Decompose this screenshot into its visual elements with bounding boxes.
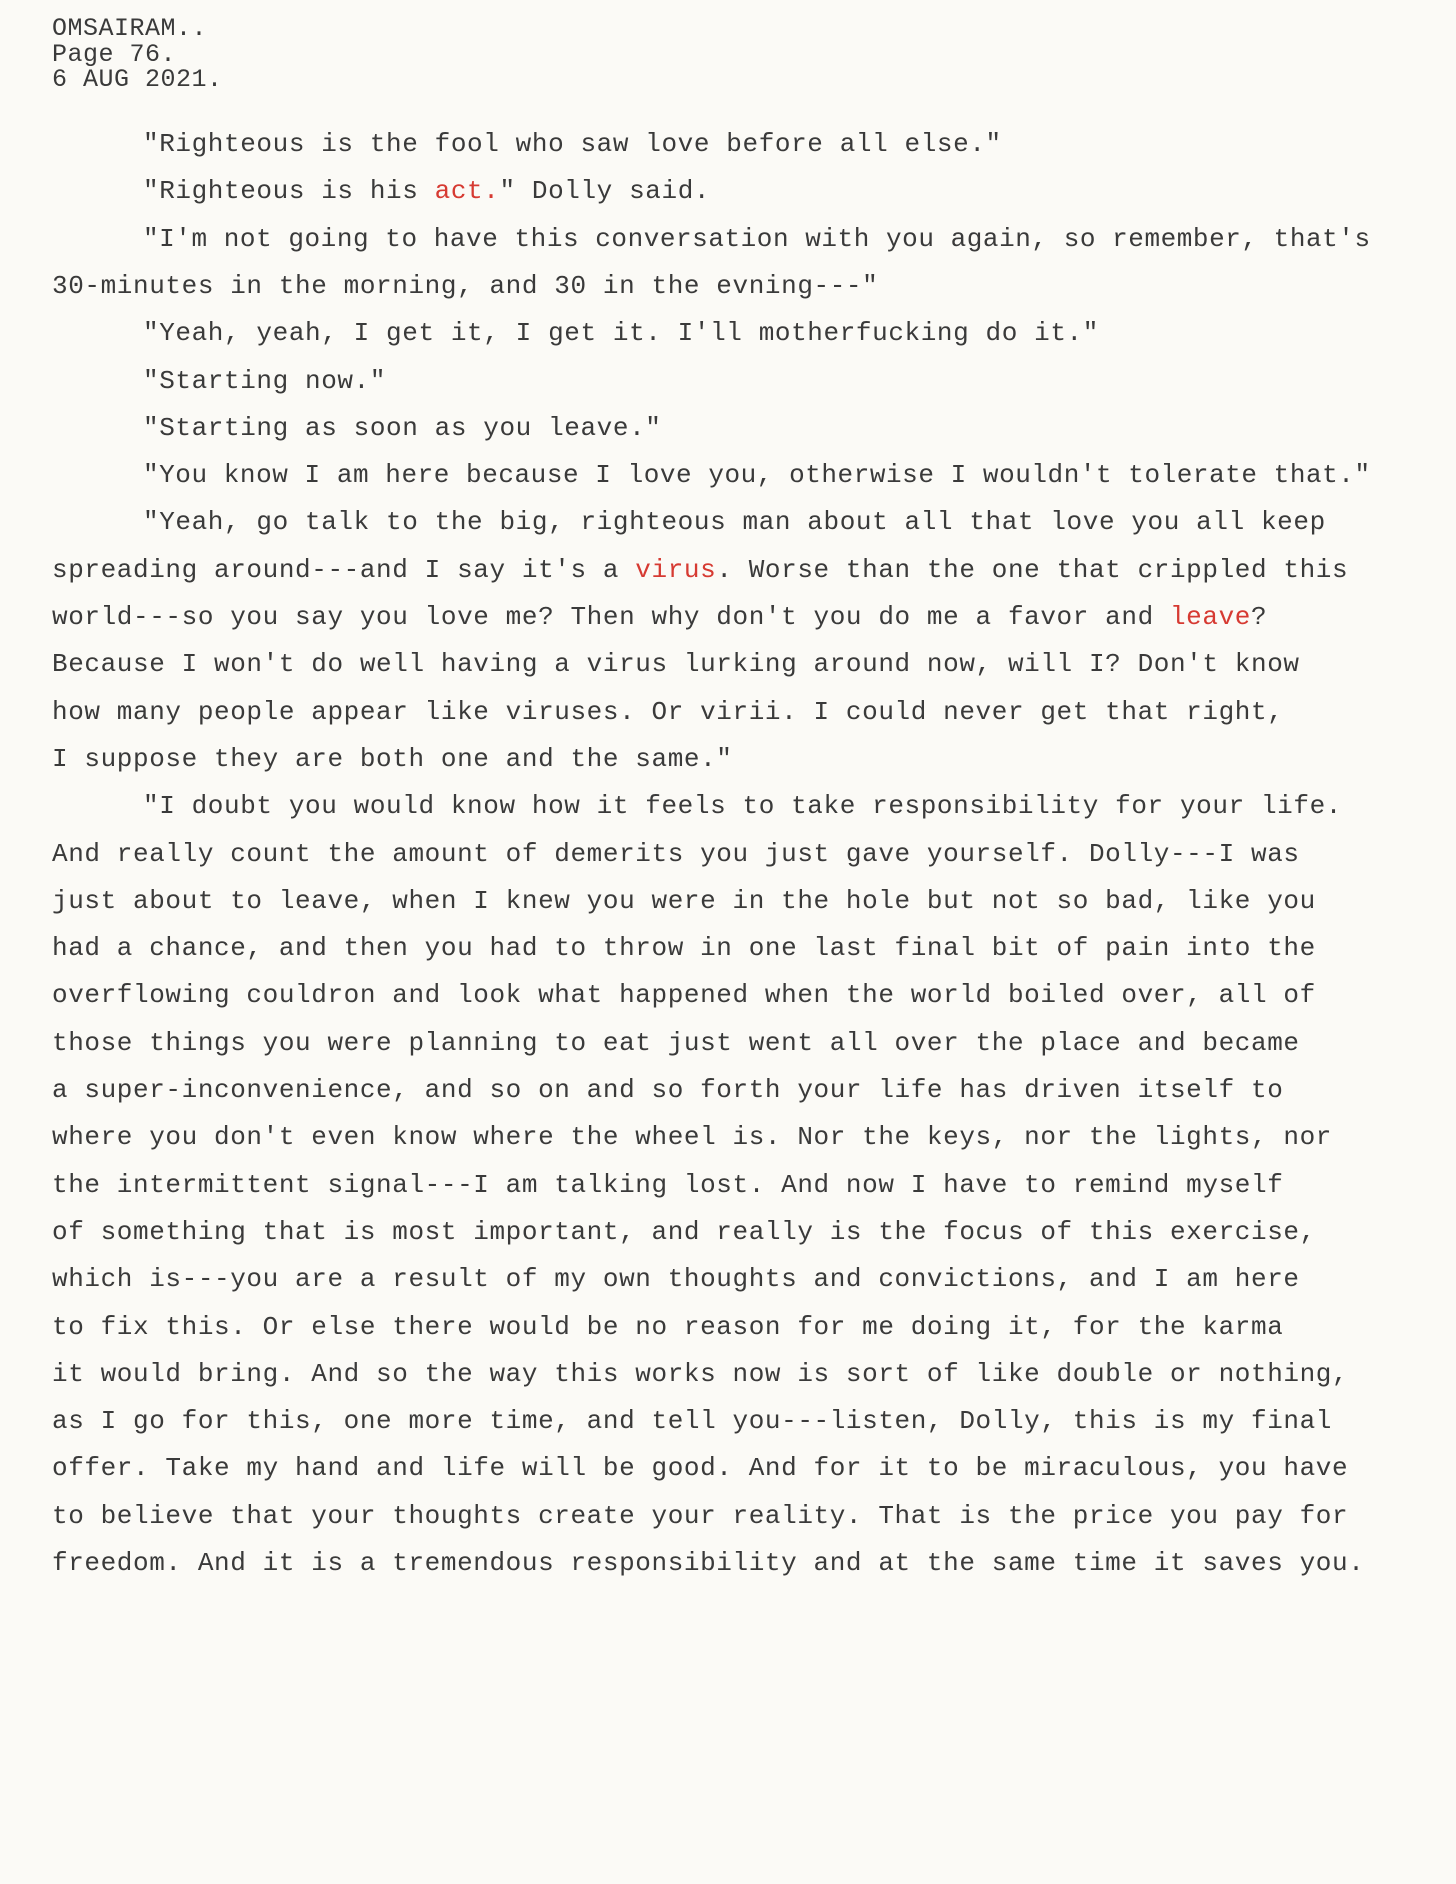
text-line xyxy=(52,1171,1283,1199)
text-segment: And really count the amount of demerits you just gave yourself. Dolly---I was xyxy=(52,839,1300,869)
text-line xyxy=(52,556,1348,584)
text-line xyxy=(143,414,661,442)
text-segment: "Yeah, go talk to the big, righteous man about all that love you all keep xyxy=(143,507,1326,537)
text-line xyxy=(52,1549,1364,1577)
text-line xyxy=(52,1407,1332,1435)
text-line xyxy=(52,745,733,773)
text-line xyxy=(52,1029,1300,1057)
text-line xyxy=(52,272,878,300)
text-line xyxy=(52,1123,1332,1151)
text-line xyxy=(143,177,710,205)
text-line xyxy=(52,887,1316,915)
text-line xyxy=(52,840,1300,868)
text-line xyxy=(143,367,386,395)
text-line xyxy=(52,1502,1348,1530)
text-line xyxy=(52,1313,1283,1341)
text-segment: "I'm not going to have this conversation with you again, so remember, that's xyxy=(143,224,1371,254)
text-segment: the intermittent signal---I am talking lost. And now I have to remind myself xyxy=(52,1170,1284,1200)
text-segment: how many people appear like viruses. Or virii. I could never get that right, xyxy=(52,697,1284,727)
red-ink-word: act. xyxy=(434,176,500,206)
text-segment: I suppose they are both one and the same." xyxy=(52,744,733,774)
text-segment: "Righteous is his xyxy=(143,176,435,206)
header-date: 6 AUG 2021. xyxy=(52,65,223,94)
text-segment: "Starting now." xyxy=(143,366,387,396)
text-line xyxy=(52,698,1283,726)
text-segment: just about to leave, when I knew you were in the hole but not so bad, like you xyxy=(52,886,1316,916)
text-segment: world---so you say you love me? Then why don't you do me a favor and xyxy=(52,602,1170,632)
text-segment: "Yeah, yeah, I get it, I get it. I'll motherfucking do it." xyxy=(143,318,1099,348)
header-page-number: Page 76. xyxy=(52,40,177,69)
text-segment: to believe that your thoughts create your reality. That is the price you pay for xyxy=(52,1501,1349,1531)
text-segment: "You know I am here because I love you, otherwise I wouldn't tolerate that." xyxy=(143,460,1371,490)
header-title: OMSAIRAM.. xyxy=(52,14,208,43)
text-segment: of something that is most important, and really is the focus of this exercise, xyxy=(52,1217,1316,1247)
text-segment: "Righteous is the fool who saw love before all else." xyxy=(143,129,1002,159)
text-segment: "I doubt you would know how it feels to take responsibility for your life. xyxy=(143,791,1342,821)
text-segment: overflowing couldron and look what happened when the world boiled over, all of xyxy=(52,980,1316,1010)
text-line xyxy=(143,792,1342,820)
text-line xyxy=(52,603,1267,631)
text-line xyxy=(52,981,1316,1009)
text-line xyxy=(52,1076,1283,1104)
red-ink-word: leave xyxy=(1169,602,1251,632)
text-segment: those things you were planning to eat just went all over the place and became xyxy=(52,1028,1300,1058)
text-segment: " Dolly said. xyxy=(499,176,711,206)
text-line xyxy=(143,319,1099,347)
text-line xyxy=(52,1454,1348,1482)
text-segment: a super-inconvenience, and so on and so forth your life has driven itself to xyxy=(52,1075,1284,1105)
text-segment: "Starting as soon as you leave." xyxy=(143,413,662,443)
text-segment: it would bring. And so the way this works now is sort of like double or nothing, xyxy=(52,1359,1349,1389)
text-segment: had a chance, and then you had to throw in one last final bit of pain into the xyxy=(52,933,1316,963)
text-line xyxy=(52,1218,1316,1246)
text-segment: freedom. And it is a tremendous responsibility and at the same time it saves you. xyxy=(52,1548,1365,1578)
text-line xyxy=(143,130,1002,158)
text-segment: ? xyxy=(1251,602,1268,632)
text-line xyxy=(143,508,1326,536)
text-line xyxy=(52,1265,1300,1293)
text-segment: spreading around---and I say it's a xyxy=(52,555,636,585)
text-line xyxy=(52,1360,1348,1388)
red-ink-word: virus xyxy=(635,555,717,585)
text-line xyxy=(52,934,1316,962)
text-segment: which is---you are a result of my own thoughts and convictions, and I am here xyxy=(52,1264,1300,1294)
text-line xyxy=(143,225,1371,253)
text-segment: where you don't even know where the wheel is. Nor the keys, nor the lights, nor xyxy=(52,1122,1332,1152)
text-segment: . Worse than the one that crippled this xyxy=(716,555,1349,585)
text-segment: as I go for this, one more time, and tell you---listen, Dolly, this is my final xyxy=(52,1406,1332,1436)
text-line xyxy=(52,650,1300,678)
text-segment: offer. Take my hand and life will be good. And for it to be miraculous, you have xyxy=(52,1453,1349,1483)
text-segment: to fix this. Or else there would be no reason for me doing it, for the karma xyxy=(52,1312,1284,1342)
text-segment: Because I won't do well having a virus lurking around now, will I? Don't know xyxy=(52,649,1300,679)
text-line xyxy=(143,461,1371,489)
text-segment: 30-minutes in the morning, and 30 in the evning---" xyxy=(52,271,879,301)
